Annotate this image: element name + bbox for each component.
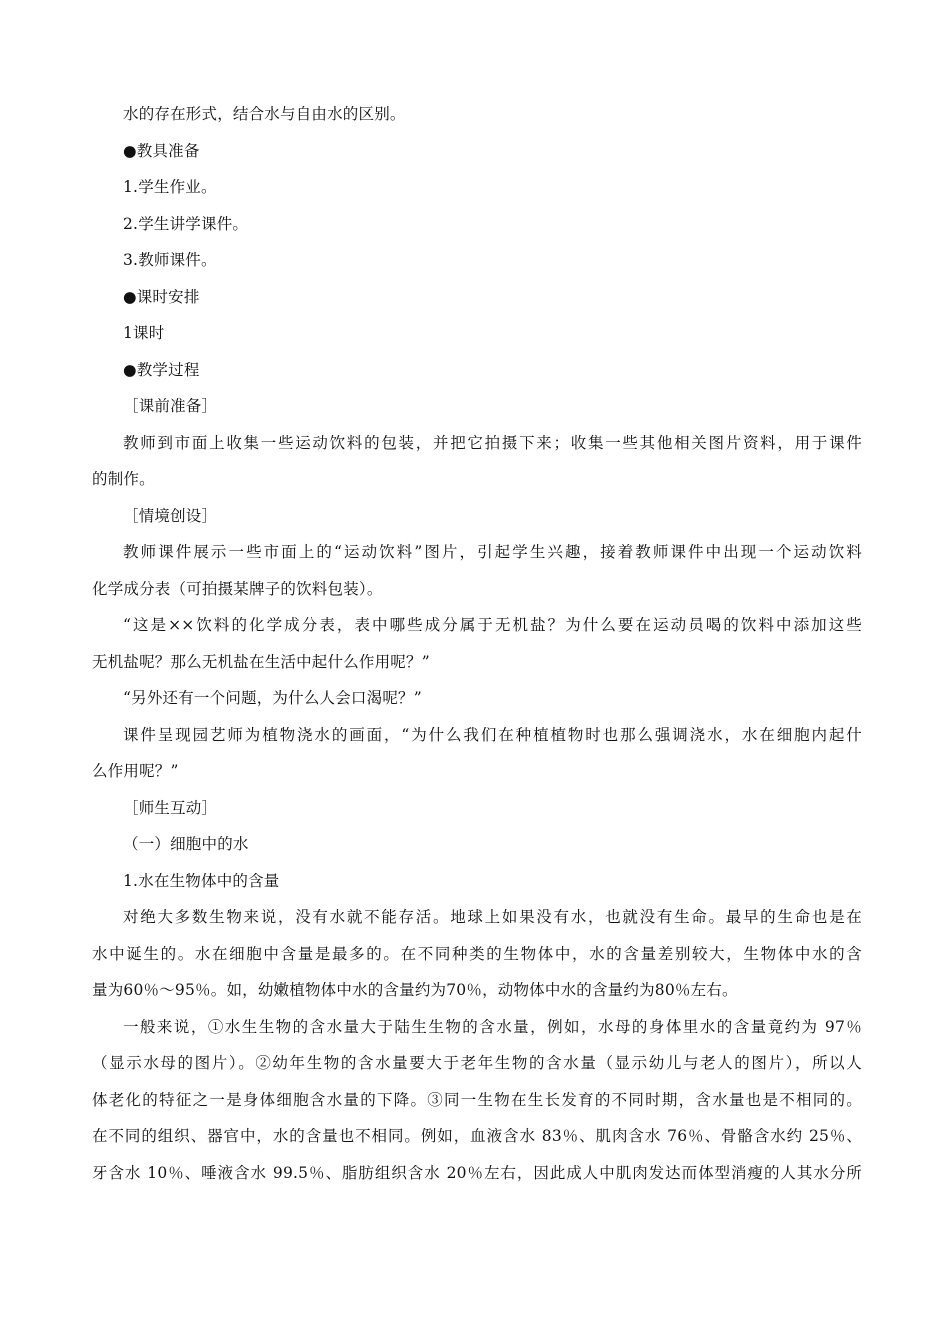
paragraph-line: 教师课件展示一些市面上的“运动饮料”图片，引起学生兴趣，接着教师课件中出现一个运动饮料 [123, 543, 862, 561]
section-heading: ●教具准备 [123, 141, 200, 160]
paragraph-line: 体老化的特征之一是身体细胞含水量的下降。③同一生物在生长发育的不同时期，含水量也是不相同的。 [92, 1090, 862, 1109]
section-heading: ●课时安排 [123, 287, 200, 306]
subsection-heading: 1.水在生物体中的含量 [123, 871, 280, 890]
subsection-heading: ［情境创设］ [123, 506, 218, 525]
subsection-heading: （一）细胞中的水 [123, 835, 249, 853]
paragraph-line: 在不同的组织、器官中，水的含量也不相同。例如，血液含水 83％、肌肉含水 76％、骨骼含水约 25％、 [92, 1127, 862, 1145]
document-page [92, 96, 862, 1191]
text-line: 水的存在形式，结合水与自由水的区别。 [123, 105, 406, 123]
paragraph-line: （显示水母的图片）。②幼年生物的含水量要大于老年生物的含水量（显示幼儿与老人的图片），所以人 [92, 1054, 862, 1072]
text-line: 1课时 [123, 324, 165, 342]
subsection-heading: ［课前准备］ [123, 397, 218, 415]
paragraph-line: 对绝大多数生物来说，没有水就不能存活。地球上如果没有水，也就没有生命。最早的生命也是在 [123, 908, 862, 926]
paragraph-line: 化学成分表（可拍摄某牌子的饮料包装）。 [92, 579, 383, 598]
paragraph-line: 一般来说，①水生生物的含水量大于陆生生物的含水量，例如，水母的身体里水的含量竟约为 97％ [123, 1017, 862, 1036]
paragraph-line: 牙含水 10％、唾液含水 99.5％、脂肪组织含水 20％左右，因此成人中肌肉发达而体型消瘦的人其水分所 [92, 1163, 862, 1182]
section-heading: ●教学过程 [123, 360, 200, 379]
paragraph-line: 量为60％～95％。如，幼嫩植物体中水的含量约为70％，动物体中水的含量约为80％左右。 [92, 981, 738, 999]
paragraph-line: 无机盐呢？那么无机盐在生活中起什么作用呢？” [92, 652, 430, 671]
list-item: 2.学生讲学课件。 [123, 214, 249, 233]
paragraph-line: “这是××饮料的化学成分表，表中哪些成分属于无机盐？为什么要在运动员喝的饮料中添加这些 [123, 616, 862, 634]
paragraph-line: 么作用呢？” [92, 762, 179, 780]
list-item: 1.学生作业。 [123, 178, 217, 196]
paragraph-line: 教师到市面上收集一些运动饮料的包装，并把它拍摄下来；收集一些其他相关图片资料，用于课件 [123, 433, 862, 452]
paragraph-line: 课件呈现园艺师为植物浇水的画面，“为什么我们在种植植物时也那么强调浇水，水在细胞内起什 [123, 725, 862, 744]
paragraph-line: “另外还有一个问题，为什么人会口渴呢？” [123, 689, 422, 707]
subsection-heading: ［师生互动］ [123, 798, 218, 817]
paragraph-line: 的制作。 [92, 470, 155, 488]
paragraph-line: 水中诞生的。水在细胞中含量是最多的。在不同种类的生物体中，水的含量差别较大，生物体中水的含 [92, 944, 862, 963]
list-item: 3.教师课件。 [123, 251, 217, 269]
